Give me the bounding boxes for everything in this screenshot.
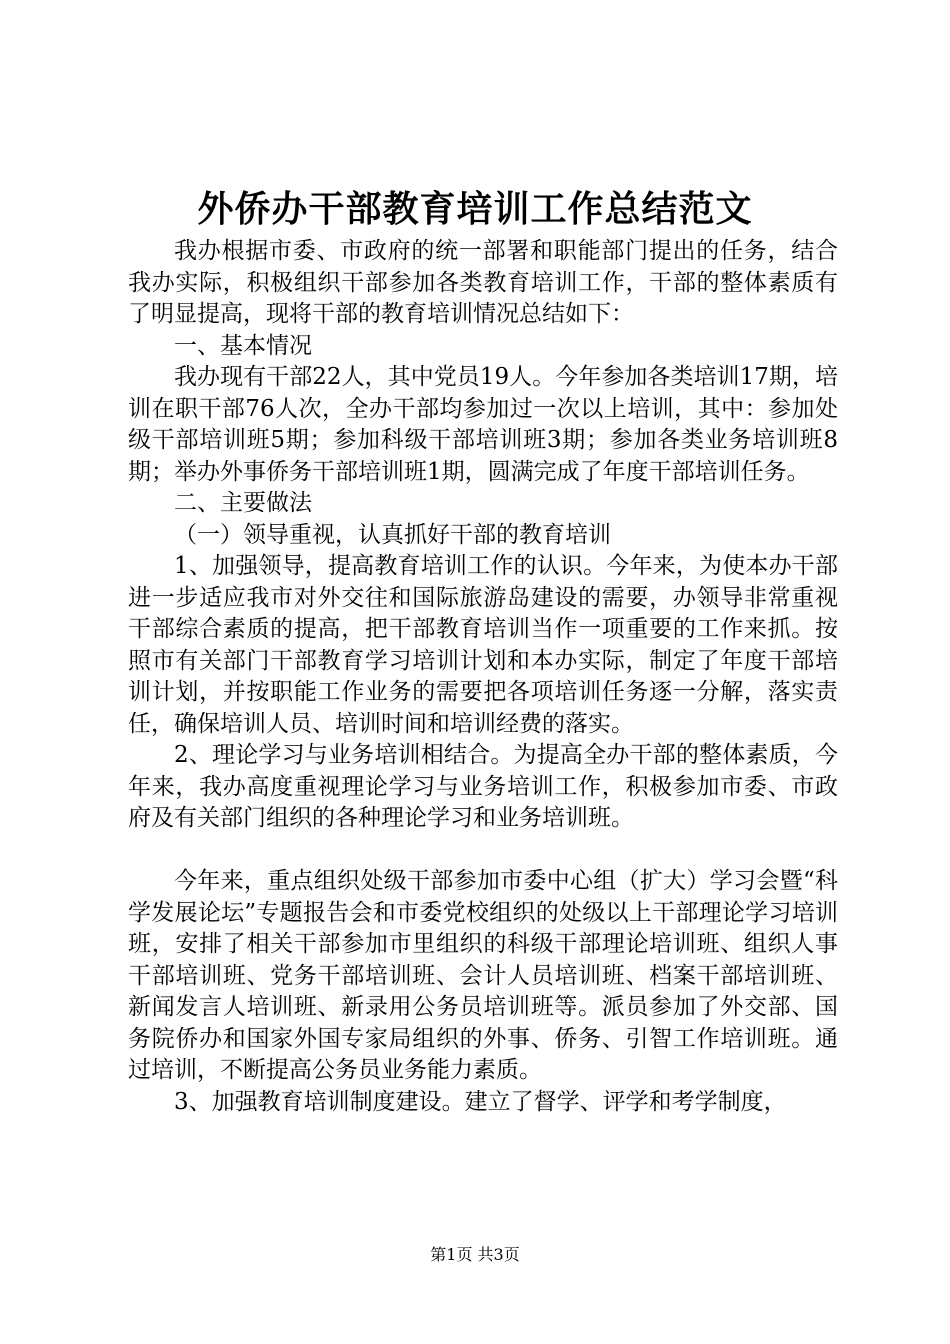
training-detail-paragraph: 今年来，重点组织处级干部参加市委中心组（扩大）学习会暨“科学发展论坛”专题报告会和市委党校组织的处级以上干部理论学习培训班，安排了相关干部参加市里组织的科级干部理论培训班、组织人事干部培训班、党务干部培训班、会计人员培训班、档案干部培训班、新闻发言人培训班、新录用公务员培训班等。派员参加了外交部、国务院侨办和国家外国专家局组织的外事、侨务、引智工作培训班。通过培训，不断提高公务员业务能力素质。 — [128, 868, 838, 1083]
point-3-paragraph: 3、加强教育培训制度建设。建立了督学、评学和考学制度， — [174, 1088, 787, 1115]
subsection-heading-leadership: （一）领导重视，认真抓好干部的教育培训 — [174, 521, 611, 548]
document-body — [128, 236, 838, 1118]
intro-paragraph: 我办根据市委、市政府的统一部署和职能部门提出的任务，结合我办实际，积极组织干部参加各类教育培训工作，干部的整体素质有了明显提高，现将干部的教育培训情况总结如下： — [128, 238, 838, 327]
section-heading-basic: 一、基本情况 — [174, 332, 312, 359]
document-title: 外侨办干部教育培训工作总结范文 — [197, 188, 753, 230]
basic-situation-paragraph: 我办现有干部22人，其中党员19人。今年参加各类培训17期，培训在职干部76人次，全办干部均参加过一次以上培训，其中：参加处级干部培训班5期；参加科级干部培训班3期；参加各类业务培训班8期；举办外事侨务干部培训班1期，圆满完成了年度干部培训任务。 — [128, 364, 838, 485]
page-number: 第1页 共3页 — [430, 1245, 520, 1264]
point-2-paragraph: 2、理论学习与业务培训相结合。为提高全办干部的整体素质，今年来，我办高度重视理论学习与业务培训工作，积极参加市委、市政府及有关部门组织的各种理论学习和业务培训班。 — [128, 742, 838, 831]
section-heading-methods: 二、主要做法 — [174, 490, 312, 516]
point-1-paragraph: 1、加强领导，提高教育培训工作的认识。今年来，为使本办干部进一步适应我市对外交往和国际旅游岛建设的需要，办领导非常重视干部综合素质的提高，把干部教育培训当作一项重要的工作来抓。按照市有关部门干部教育学习培训计划和本办实际，制定了年度干部培训计划，并按职能工作业务的需要把各项培训任务逐一分解，落实责任，确保培训人员、培训时间和培训经费的落实。 — [128, 553, 838, 737]
